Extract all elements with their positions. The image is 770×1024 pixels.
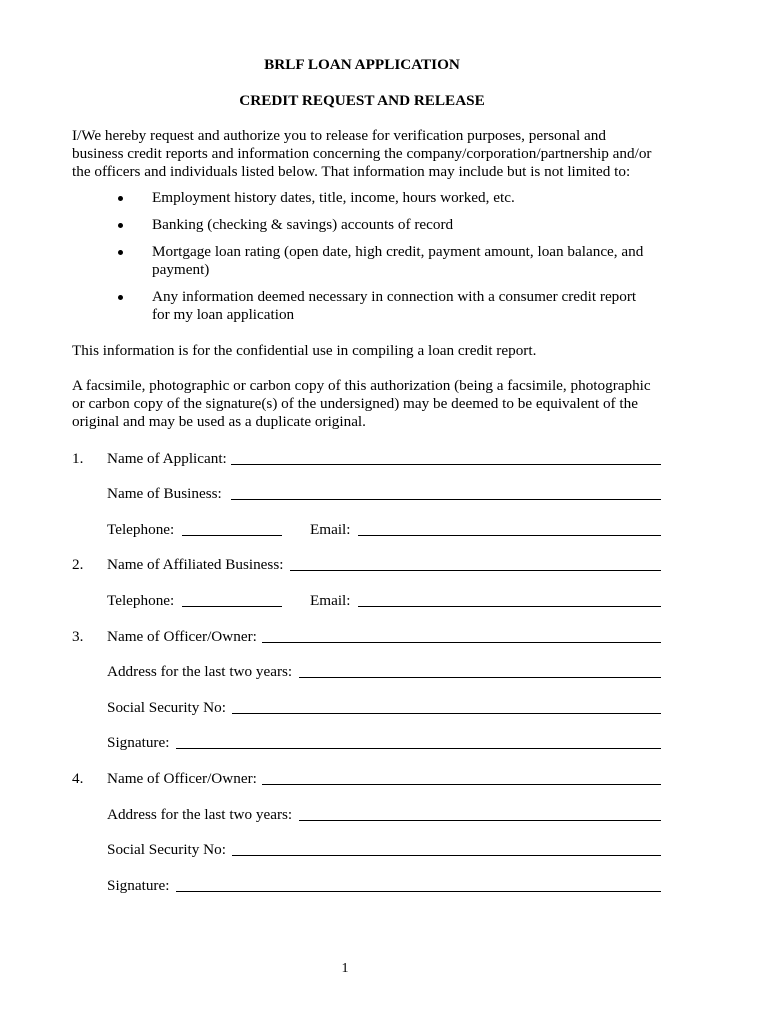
officer-name-field[interactable] [262, 642, 661, 643]
officer-name-label: Name of Officer/Owner: [107, 770, 257, 787]
telephone-field[interactable] [182, 606, 282, 607]
document-subtitle: CREDIT REQUEST AND RELEASE [239, 92, 485, 109]
officer-ssn-row [72, 840, 662, 860]
section-number: 2. [72, 556, 84, 573]
officer-name-row [72, 627, 662, 647]
document-title: BRLF LOAN APPLICATION [264, 56, 460, 73]
affiliated-business-row [72, 555, 662, 575]
ssn-label: Social Security No: [107, 699, 226, 716]
ssn-field[interactable] [232, 713, 661, 714]
email-label: Email: [310, 521, 351, 538]
facsimile-line: or carbon copy of the signature(s) of the undersigned) may be deemed to be equivalent of the [72, 395, 638, 412]
officer-name-label: Name of Officer/Owner: [107, 628, 257, 645]
address-label: Address for the last two years: [107, 663, 293, 680]
business-name-field[interactable] [231, 499, 661, 500]
bullet-dot-icon [118, 295, 123, 300]
business-name-row [72, 484, 662, 504]
address-field[interactable] [299, 820, 661, 821]
telephone-label: Telephone: [107, 521, 175, 538]
intro-line: business credit reports and information concerning the company/corporation/partnership and/or [72, 145, 652, 162]
ssn-label: Social Security No: [107, 841, 226, 858]
officer-name-field[interactable] [262, 784, 661, 785]
bullet-text: Employment history dates, title, income, hours worked, etc. [152, 189, 515, 206]
telephone-label: Telephone: [107, 592, 175, 609]
officer-ssn-row [72, 698, 662, 718]
officer-name-row [72, 769, 662, 789]
facsimile-line: A facsimile, photographic or carbon copy of this authorization (being a facsimile, photographic [72, 377, 651, 394]
bullet-dot-icon [118, 196, 123, 201]
bullet-item [72, 216, 672, 234]
applicant-name-row [72, 449, 662, 469]
signature-field[interactable] [176, 748, 661, 749]
bullet-text: Banking (checking & savings) accounts of record [152, 216, 454, 233]
contact-row-2 [72, 591, 662, 611]
applicant-name-field[interactable] [231, 464, 661, 465]
bullet-dot-icon [118, 250, 123, 255]
bullet-dot-icon [118, 223, 123, 228]
officer-address-row [72, 805, 662, 825]
business-name-label: Name of Business: [107, 485, 222, 502]
bullet-item [72, 189, 672, 207]
facsimile-line: original and may be used as a duplicate original. [72, 413, 366, 430]
section-number: 1. [72, 450, 84, 467]
bullet-text: Any information deemed necessary in connection with a consumer credit report [152, 288, 637, 305]
signature-label: Signature: [107, 734, 170, 751]
applicant-name-label: Name of Applicant: [107, 450, 227, 467]
officer-address-row [72, 662, 662, 682]
bullet-text: for my loan application [152, 306, 295, 323]
affiliated-business-field[interactable] [290, 570, 661, 571]
page-number: 1 [341, 961, 349, 976]
facsimile-paragraph [72, 377, 672, 431]
info-bullet-list [72, 189, 672, 333]
section-number: 3. [72, 628, 84, 645]
signature-label: Signature: [107, 877, 170, 894]
bullet-text: payment) [152, 261, 210, 278]
confidential-note: This information is for the confidential use in compiling a loan credit report. [72, 342, 537, 359]
contact-row-1 [72, 520, 662, 540]
email-field[interactable] [358, 606, 661, 607]
bullet-item [72, 288, 672, 324]
signature-field[interactable] [176, 891, 661, 892]
bullet-item [72, 243, 672, 279]
address-label: Address for the last two years: [107, 806, 293, 823]
intro-paragraph [72, 127, 672, 181]
address-field[interactable] [299, 677, 661, 678]
email-label: Email: [310, 592, 351, 609]
section-number: 4. [72, 770, 84, 787]
ssn-field[interactable] [232, 855, 661, 856]
intro-line: the officers and individuals listed below. That information may include but is not limited to: [72, 163, 631, 180]
bullet-text: Mortgage loan rating (open date, high credit, payment amount, loan balance, and [152, 243, 644, 260]
email-field[interactable] [358, 535, 661, 536]
affiliated-business-label: Name of Affiliated Business: [107, 556, 284, 573]
officer-signature-row [72, 876, 662, 896]
telephone-field[interactable] [182, 535, 282, 536]
intro-line: I/We hereby request and authorize you to release for verification purposes, personal and [72, 127, 606, 144]
officer-signature-row [72, 733, 662, 753]
